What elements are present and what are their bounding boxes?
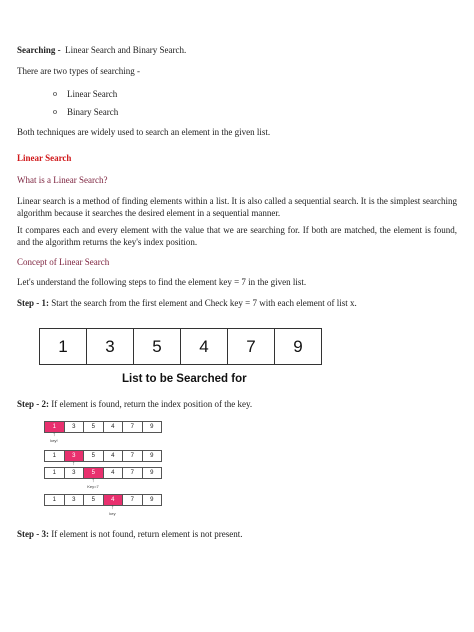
pointer-label (81, 478, 105, 489)
array-cell: 4 (104, 451, 124, 461)
array-cell: 9 (150, 453, 154, 459)
array-cell: 5 (84, 495, 104, 505)
pointer-text: Key=7 (87, 484, 99, 489)
array-cell: 1 (45, 468, 65, 478)
array-cell: 1 (45, 451, 65, 461)
array-cell: 9 (150, 497, 154, 503)
search-list-array (39, 328, 322, 365)
list-item (53, 88, 118, 106)
array-cell: 4 (181, 329, 228, 364)
page-heading (17, 44, 457, 56)
list-item-label: Linear Search (67, 89, 118, 99)
step-1-label: Step - 1: (17, 298, 49, 308)
array-cell: 7 (123, 451, 143, 461)
pointer-text: key! (50, 438, 58, 443)
step-3-text: If element is not found, return element is not present. (51, 529, 243, 539)
bullet-icon: o (53, 89, 57, 98)
paragraph-compare: It compares each and every element with the value that we are searching for. If both are matched, the element is found, and the algorithm returns the key's index position. (17, 225, 457, 247)
array-cell: 9 (150, 470, 154, 476)
array-cell: 7 (123, 495, 143, 505)
pointer-text: key (109, 511, 116, 516)
array-cell: 5 (134, 329, 181, 364)
array-cell: 5 (84, 422, 104, 432)
paragraph-definition: Linear search is a method of finding elements within a list. It is also called a sequential search. It is the simplest searching algorithm because it searches the desired element in a sequential manner. (17, 196, 457, 218)
intro-text: There are two types of searching - (17, 66, 140, 76)
highlighted-cell: 3 (65, 451, 85, 461)
up-arrow-icon: ↑ (111, 505, 114, 511)
array-cell: 7 (228, 329, 275, 364)
step-3 (17, 528, 457, 540)
array-cell: 3 (65, 422, 85, 432)
array-cell: 1 (40, 329, 87, 364)
array-cell: 4 (104, 422, 124, 432)
up-arrow-icon: ↑ (91, 478, 95, 484)
array-cell: 4 (104, 468, 124, 478)
array-cell: 7 (123, 468, 143, 478)
array-caption: List to be Searched for (122, 373, 247, 385)
array-cell: 3 (65, 468, 85, 478)
array-cell: 3 (87, 329, 134, 364)
up-arrow-icon: ↑ (52, 432, 56, 438)
highlighted-cell: 5 (84, 468, 104, 478)
concept-heading: Concept of Linear Search (17, 257, 110, 267)
linear-search-heading: Linear Search (17, 153, 72, 163)
step-2 (17, 398, 457, 410)
types-list (53, 88, 118, 124)
heading-bold: Searching - (17, 45, 61, 55)
what-is-heading: What is a Linear Search? (17, 175, 108, 185)
step-1 (17, 297, 457, 309)
pointer-label (42, 432, 66, 443)
both-text: Both techniques are widely used to search an element in the given list. (17, 127, 271, 137)
understand-text: Let's understand the following steps to find the element key = 7 in the given list. (17, 277, 307, 287)
heading-rest: Linear Search and Binary Search. (65, 45, 187, 55)
array-cell: 3 (65, 495, 85, 505)
step-3-label: Step - 3: (17, 529, 49, 539)
highlighted-cell: 1 (45, 422, 65, 432)
array-cell: 7 (123, 422, 143, 432)
step-2-label: Step - 2: (17, 399, 49, 409)
step-2-text: If element is found, return the index position of the key. (51, 399, 253, 409)
list-item-label: Binary Search (67, 107, 119, 117)
list-item (53, 106, 118, 124)
highlighted-cell: 4 (104, 495, 124, 505)
pointer-label (101, 505, 125, 516)
array-cell: 9 (150, 424, 154, 430)
up-arrow-icon: ↑ (72, 461, 75, 467)
array-cell: 5 (84, 451, 104, 461)
step-1-text: Start the search from the first element and Check key = 7 with each element of list x. (51, 298, 357, 308)
bullet-icon: o (53, 107, 57, 116)
array-cell: 1 (45, 495, 65, 505)
array-cell: 9 (293, 336, 303, 356)
